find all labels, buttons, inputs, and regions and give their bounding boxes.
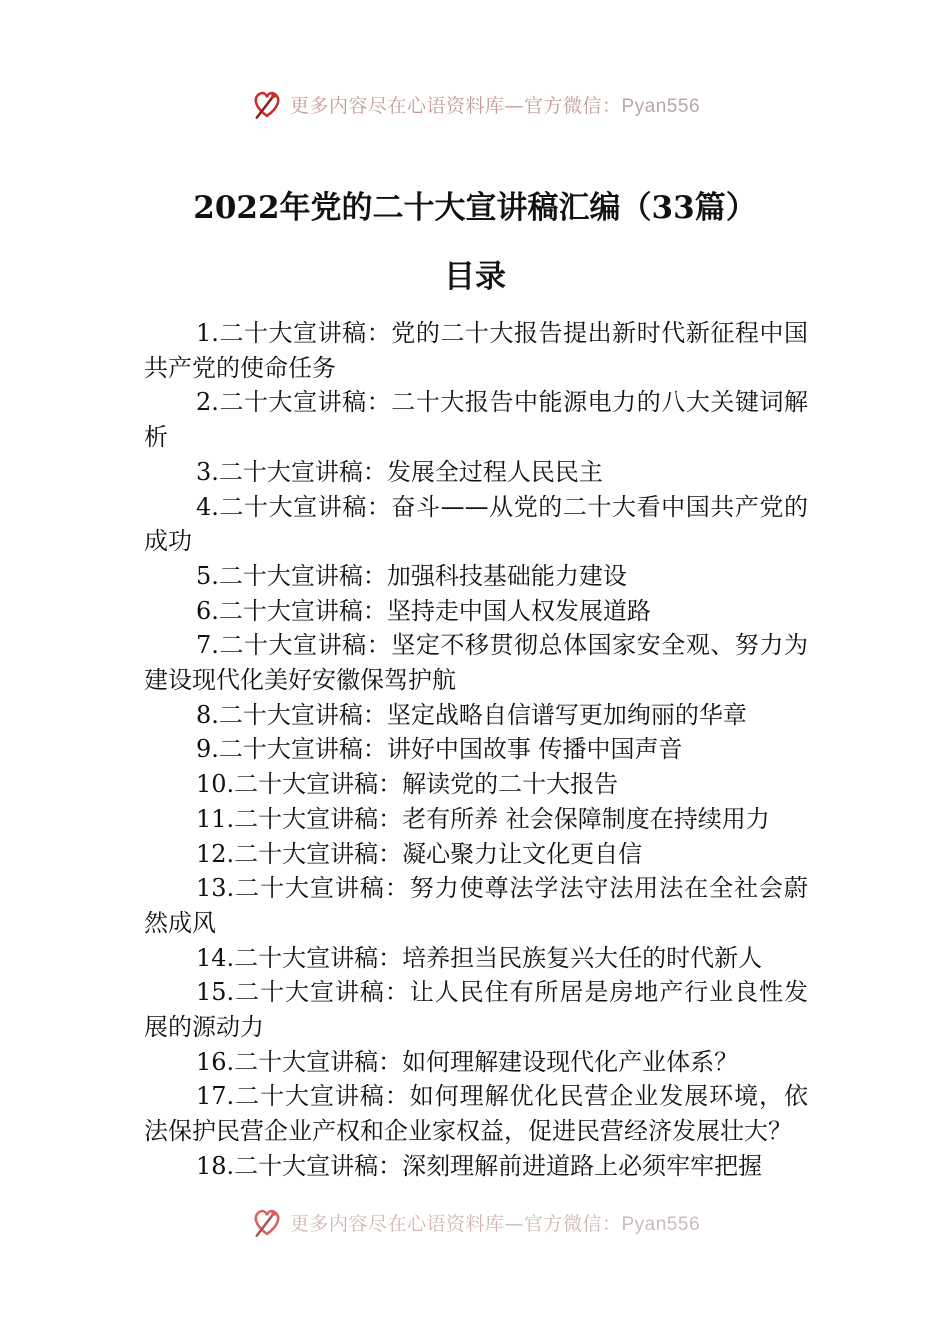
toc-entry	[144, 732, 808, 767]
toc-entry	[144, 1045, 808, 1080]
toc-entry	[144, 628, 808, 697]
toc-entry-number: 11.	[196, 804, 235, 833]
heart-pen-logo-icon	[250, 1205, 284, 1239]
toc-entry	[144, 871, 808, 940]
toc-entry-number: 12.	[196, 839, 235, 868]
toc-entry-number: 5.	[196, 561, 219, 590]
toc-entry-number: 16.	[196, 1047, 235, 1076]
toc-entry-text: 二十大宣讲稿：讲好中国故事 传播中国声音	[218, 735, 683, 764]
toc-entry-number: 2.	[196, 388, 219, 417]
toc-entry-text: 二十大宣讲稿：加强科技基础能力建设	[218, 561, 627, 590]
toc-entry-number: 8.	[196, 700, 219, 729]
toc-entry-number: 15.	[196, 978, 235, 1007]
toc-entry-text: 二十大宣讲稿：深刻理解前进道路上必须牢牢把握	[234, 1151, 763, 1180]
toc-entry	[144, 594, 808, 629]
toc-entry-number: 10.	[196, 770, 235, 799]
toc-entry	[144, 802, 808, 837]
toc-entry-number: 17.	[196, 1082, 235, 1111]
toc-entry	[144, 1149, 808, 1184]
toc-entry	[144, 316, 808, 385]
toc-entry-text: 二十大宣讲稿：老有所养 社会保障制度在持续用力	[234, 804, 770, 833]
footer-watermark	[0, 1205, 950, 1239]
toc-entry-text: 二十大宣讲稿：发展全过程人民民主	[218, 457, 603, 486]
toc-entry	[144, 837, 808, 872]
toc-entry-number: 4.	[196, 492, 219, 521]
toc-entry-number: 9.	[196, 735, 219, 764]
toc-entry	[144, 698, 808, 733]
toc-entry-number: 7.	[196, 631, 219, 660]
toc-entry	[144, 1079, 808, 1148]
heart-pen-logo-icon	[250, 87, 284, 121]
toc-entry	[144, 490, 808, 559]
toc-entry	[144, 975, 808, 1044]
toc-entry-number: 14.	[196, 943, 235, 972]
toc-entry-number: 1.	[196, 319, 219, 347]
toc-entry-text: 二十大宣讲稿：坚定战略自信谱写更加绚丽的华章	[218, 700, 747, 729]
watermark-text: 更多内容尽在心语资料库—官方微信：Pyan556	[289, 1212, 701, 1235]
table-of-contents	[144, 316, 808, 1220]
toc-entry-number: 13.	[196, 874, 235, 903]
toc-heading: 目录	[444, 259, 506, 295]
toc-entry-text: 二十大宣讲稿：二十大报告中能源电力的八大关键词解析	[144, 388, 808, 452]
toc-entry-text: 二十大宣讲稿：如何理解优化民营企业发展环境，依法保护民营企业产权和企业家权益，促进民营经济发展壮大？	[144, 1082, 808, 1146]
toc-entry-text: 二十大宣讲稿：坚持走中国人权发展道路	[218, 596, 651, 625]
toc-entry-text: 二十大宣讲稿：凝心聚力让文化更自信	[234, 839, 643, 868]
toc-entry-number: 3.	[196, 457, 219, 486]
toc-entry-text: 二十大宣讲稿：党的二十大报告提出新时代新征程中国共产党的使命任务	[144, 319, 808, 382]
toc-entry-number: 18.	[196, 1151, 235, 1180]
toc-entry-text: 二十大宣讲稿：坚定不移贯彻总体国家安全观、努力为建设现代化美好安徽保驾护航	[144, 631, 808, 695]
toc-entry	[144, 559, 808, 594]
toc-entry	[144, 455, 808, 490]
toc-entry-text: 二十大宣讲稿：让人民住有所居是房地产行业良性发展的源动力	[144, 978, 808, 1042]
toc-entry	[144, 767, 808, 802]
toc-entry-text: 二十大宣讲稿：奋斗——从党的二十大看中国共产党的成功	[144, 492, 808, 556]
toc-entry-text: 二十大宣讲稿：努力使尊法学法守法用法在全社会蔚然成风	[144, 874, 808, 937]
toc-entry-text: 二十大宣讲稿：培养担当民族复兴大任的时代新人	[234, 943, 763, 972]
toc-entry	[144, 941, 808, 976]
header-watermark	[0, 84, 950, 124]
toc-entry-text: 二十大宣讲稿：解读党的二十大报告	[234, 770, 619, 799]
watermark-text: 更多内容尽在心语资料库—官方微信：Pyan556	[289, 94, 701, 117]
document-title: 2022年党的二十大宣讲稿汇编（33篇）	[193, 190, 757, 226]
toc-entry-text: 二十大宣讲稿：如何理解建设现代化产业体系？	[234, 1047, 739, 1076]
toc-entry-number: 6.	[196, 596, 219, 625]
toc-entry	[144, 385, 808, 454]
